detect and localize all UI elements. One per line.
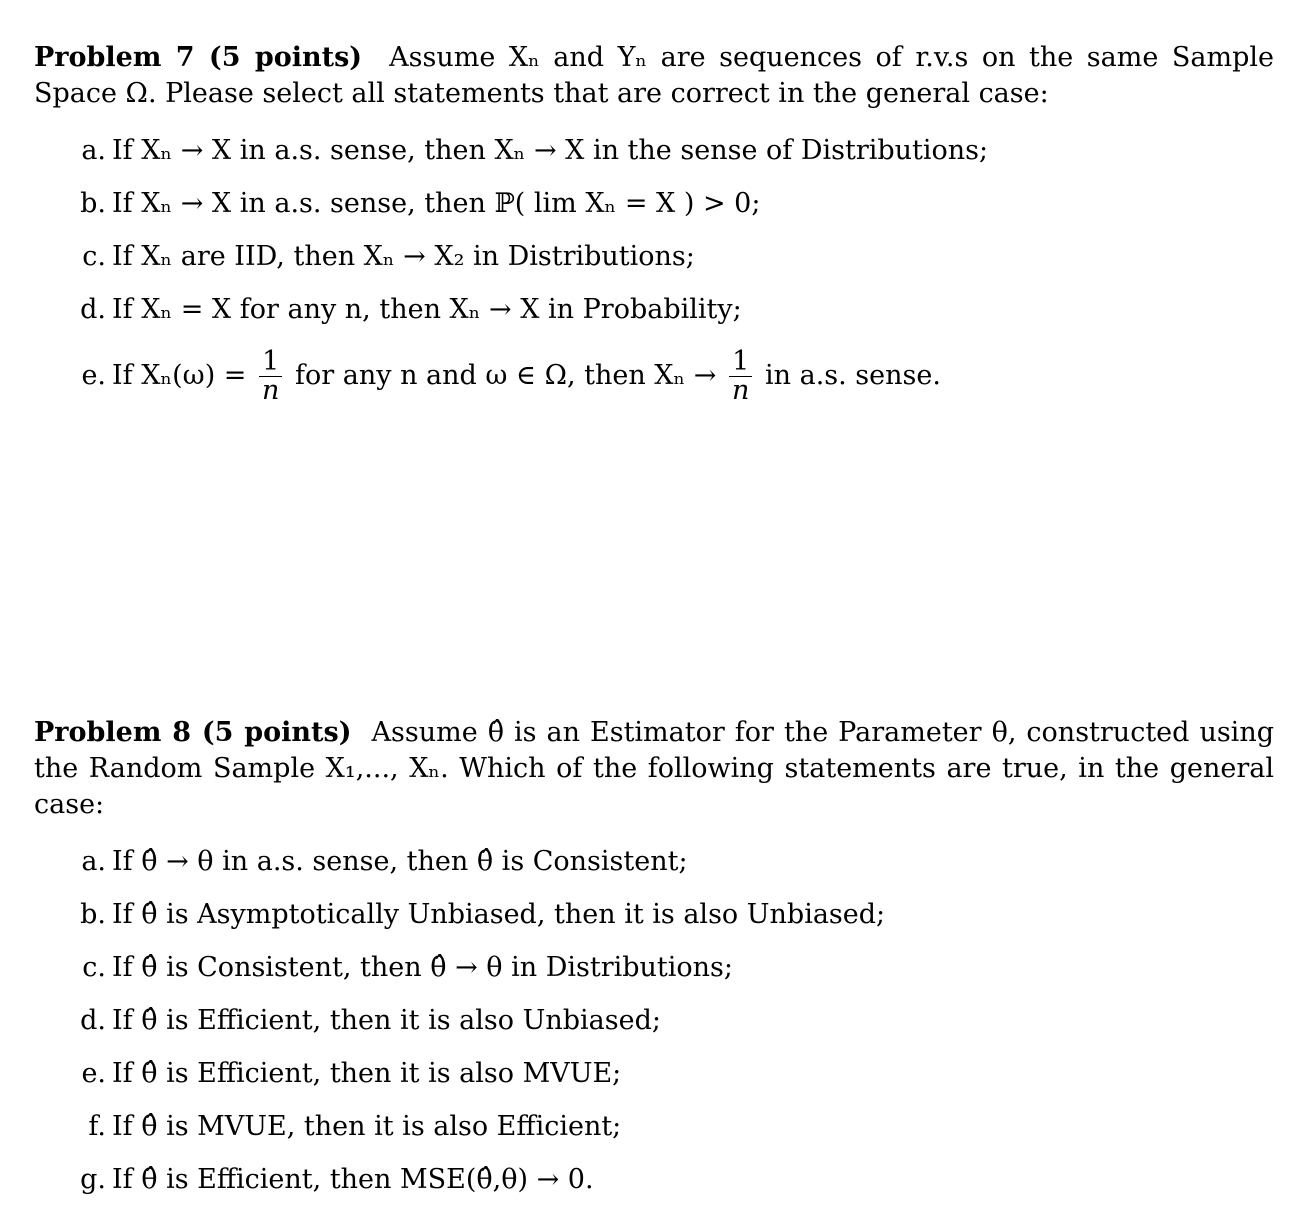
problem-8-option-f bbox=[34, 1100, 1274, 1153]
problem-7-intro-paragraph bbox=[34, 40, 1274, 112]
option-label: a. bbox=[81, 135, 106, 166]
problem-8-intro: Assume θ̂ is an Estimator for the Parameter θ, constructed using the Random Sample X₁,..., Xₙ. Which of the following statements are true, in the general case: bbox=[34, 717, 1274, 820]
problem-8-option-c bbox=[34, 941, 1274, 994]
fraction-denominator: n bbox=[262, 375, 280, 406]
problem-7-option-b bbox=[34, 177, 1274, 230]
option-label: c. bbox=[82, 952, 106, 983]
option-e-part-3: in a.s. sense. bbox=[765, 360, 941, 391]
problem-7-option-e bbox=[34, 336, 1274, 416]
option-label: d. bbox=[80, 294, 106, 325]
problem-7 bbox=[34, 40, 1274, 416]
option-label: g. bbox=[80, 1164, 106, 1195]
option-label: e. bbox=[81, 1058, 106, 1089]
option-text: If θ̂ is Efficient, then it is also Unbiased; bbox=[112, 1005, 661, 1036]
option-label: c. bbox=[82, 241, 106, 272]
fraction-one-over-n bbox=[259, 348, 282, 405]
option-label: f. bbox=[88, 1111, 106, 1142]
option-text bbox=[112, 336, 941, 416]
problem-7-intro: Assume Xₙ and Yₙ are sequences of r.v.s on the same Sample Space Ω. Please select all statements that are correct in the general case: bbox=[34, 42, 1274, 109]
problem-8-options bbox=[34, 835, 1274, 1206]
option-text: If θ̂ is Asymptotically Unbiased, then it is also Unbiased; bbox=[112, 899, 886, 930]
problem-8-heading: Problem 8 (5 points) bbox=[34, 717, 352, 748]
problem-8-intro-paragraph bbox=[34, 715, 1274, 823]
option-text: If θ̂ is MVUE, then it is also Efficient; bbox=[112, 1111, 622, 1142]
problem-7-option-d bbox=[34, 283, 1274, 336]
option-text: If Xₙ → X in a.s. sense, then Xₙ → X in the sense of Distributions; bbox=[112, 135, 989, 166]
fraction-numerator: 1 bbox=[259, 348, 282, 377]
option-label: b. bbox=[80, 899, 106, 930]
problem-8 bbox=[34, 715, 1274, 1206]
problem-8-option-b bbox=[34, 888, 1274, 941]
fraction-one-over-n bbox=[729, 348, 752, 405]
problem-7-options bbox=[34, 124, 1274, 416]
problem-8-option-e bbox=[34, 1047, 1274, 1100]
problem-8-option-g bbox=[34, 1153, 1274, 1206]
fraction-denominator: n bbox=[732, 375, 750, 406]
option-text: If Xₙ are IID, then Xₙ → X₂ in Distributions; bbox=[112, 241, 695, 272]
option-label: a. bbox=[81, 846, 106, 877]
option-e-part-1: If Xₙ(ω) = bbox=[112, 360, 247, 391]
option-text: If Xₙ = X for any n, then Xₙ → X in Probability; bbox=[112, 294, 742, 325]
problem-7-option-a bbox=[34, 124, 1274, 177]
problem-8-option-a bbox=[34, 835, 1274, 888]
option-label: d. bbox=[80, 1005, 106, 1036]
problem-7-option-c bbox=[34, 230, 1274, 283]
option-text: If θ̂ is Efficient, then it is also MVUE; bbox=[112, 1058, 622, 1089]
option-text: If Xₙ → X in a.s. sense, then ℙ( lim Xₙ = X ) > 0; bbox=[112, 188, 761, 219]
option-text: If θ̂ is Efficient, then MSE(θ̂,θ) → 0. bbox=[112, 1164, 594, 1195]
option-text: If θ̂ is Consistent, then θ̂ → θ in Distributions; bbox=[112, 952, 733, 983]
problem-7-heading: Problem 7 (5 points) bbox=[34, 42, 363, 73]
option-label: b. bbox=[80, 188, 106, 219]
problem-8-option-d bbox=[34, 994, 1274, 1047]
option-text: If θ̂ → θ in a.s. sense, then θ̂ is Consistent; bbox=[112, 846, 688, 877]
option-label: e. bbox=[81, 360, 106, 391]
option-e-part-2: for any n and ω ∈ Ω, then Xₙ → bbox=[295, 360, 717, 391]
fraction-numerator: 1 bbox=[729, 348, 752, 377]
